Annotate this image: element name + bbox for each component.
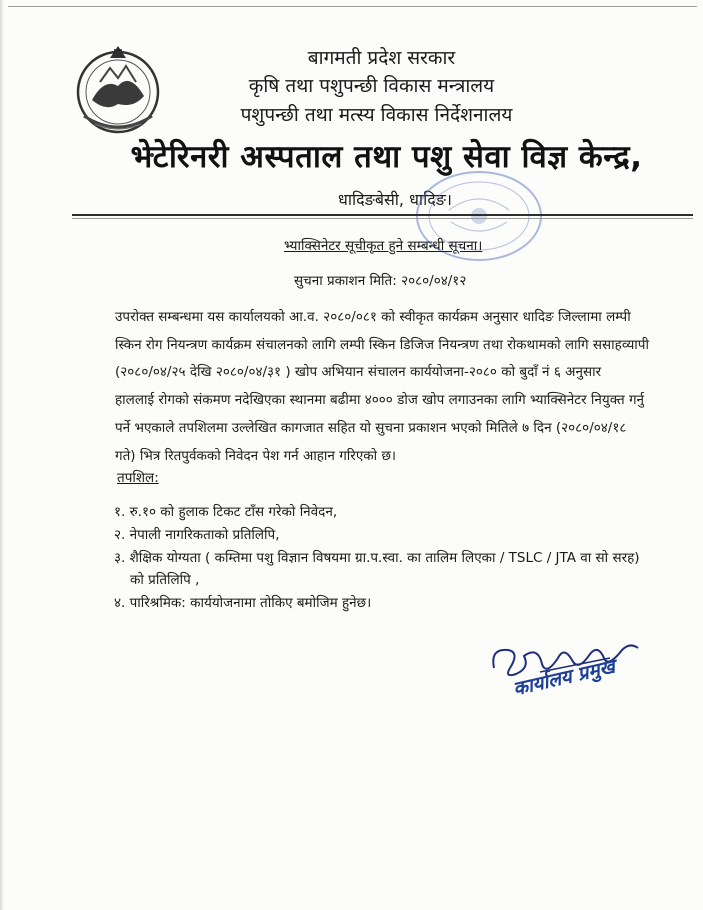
letterhead-directorate: पशुपन्छी तथा मत्स्य विकास निर्देशनालय xyxy=(240,104,513,126)
letterhead-office-name: भेटेरिनरी अस्पताल तथा पशु सेवा विज्ञ केन्द्र, xyxy=(130,139,643,175)
scan-top-edge xyxy=(8,6,697,7)
office-chief-stamp-label: कार्यालय प्रमुख xyxy=(511,655,618,701)
body-line: हाललाई रोगको संकमण नदेखिएका स्थानमा बढीमा ४००० डोज खोप लगाउनका लागि भ्याक्सिनेटर नियुक्त गर्नु xyxy=(115,392,645,408)
body-line: गते) भित्र रितपुर्वकको निवेदन पेश गर्न आहान गरिएको छ। xyxy=(115,448,397,464)
tapsil-heading: तपशिल: xyxy=(117,470,159,486)
header-divider-thin xyxy=(72,218,693,219)
body-line: उपरोक्त सम्बन्धमा यस कार्यालयको आ.व. २०८०/०८१ को स्वीकृत कार्यक्रम अनुसार धादिङ जिल्लामा लम्पी xyxy=(115,309,631,325)
header-divider xyxy=(72,214,693,216)
tapsil-item: १. रु.१० को हुलाक टिकट टाँस गरेको निवेदन, xyxy=(114,504,338,520)
tapsil-item: ४. पारिश्रमिक: कार्ययोजनामा तोकिए बमोजिम हुनेछ। xyxy=(114,595,372,611)
notice-date: सुचना प्रकाशन मिति: २०८०/०४/१२ xyxy=(294,273,467,289)
tapsil-item: ३. शैक्षिक योग्यता ( कम्तिमा पशु विज्ञान विषयमा ग्रा.प.स्वा. का तालिम लिएका / TSLC / JTA वा सो सरह) xyxy=(114,550,640,566)
tapsil-item-continuation: को प्रतिलिपि , xyxy=(130,572,200,588)
notice-title: भ्याक्सिनेटर सूचीकृत हुने सम्बन्धी सूचना। xyxy=(284,238,483,254)
letterhead-government: बागमती प्रदेश सरकार xyxy=(307,47,456,69)
body-line: (२०८०/०४/२५ देखि २०८०/०४/३१ ) खोप अभियान संचालन कार्ययोजना-२०८० को बुदाँ नं ६ अनुसार xyxy=(115,364,602,380)
body-line: पर्ने भएकाले तपशिलमा उल्लेखित कागजात सहित यो सुचना प्रकाशन भएको मितिले ७ दिन (२०८०/०४/१८ xyxy=(115,420,627,436)
letterhead-address: धादिङबेसी, धादिङ। xyxy=(338,190,452,209)
letterhead-ministry: कृषि तथा पशुपन्छी विकास मन्त्रालय xyxy=(248,75,495,97)
tapsil-item: २. नेपाली नागरिकताको प्रतिलिपि, xyxy=(114,527,280,543)
body-line: स्किन रोग नियन्त्रण कार्यक्रम संचालनको लागि लम्पी स्किन डिजिज नियन्त्रण तथा रोकथामको लागि ससाहव्यापी xyxy=(115,337,649,353)
